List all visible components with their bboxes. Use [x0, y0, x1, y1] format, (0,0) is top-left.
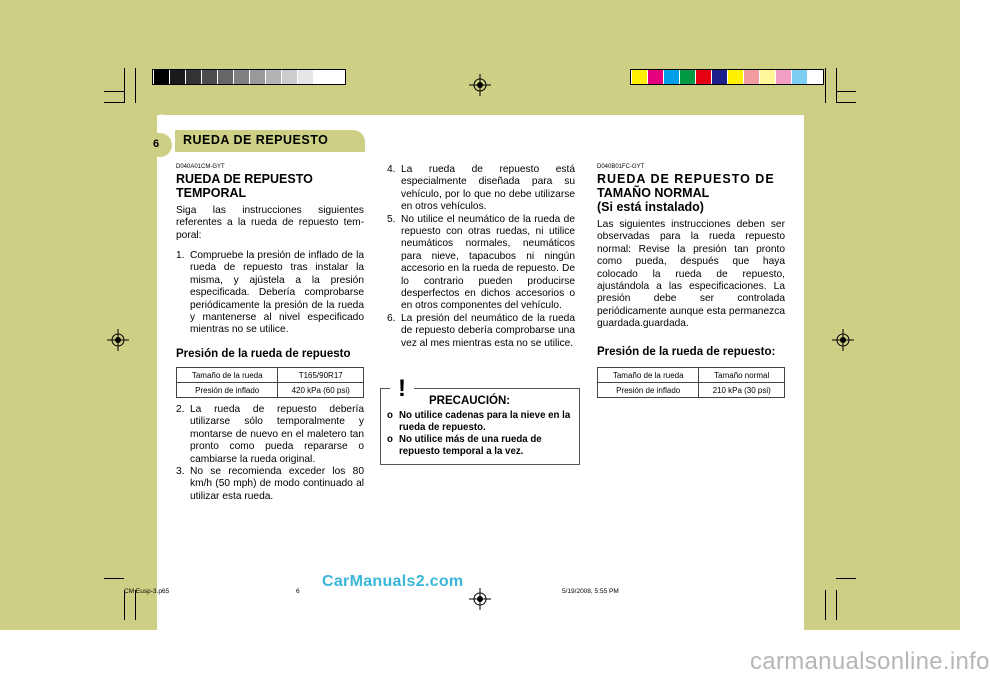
list-item: 4. La rueda de repuesto está especialmente diseñada para su vehículo, por lo que no debe utilizarse en otros vehículos. 5. No utilice el neumático de la rueda de repuesto con otras ruedas, ni utilice neumáticos normales, neumáticos para nieve, tapacubos ni ningún accesorio en la rueda de repuesto. De lo contrario pueden producirse desperfectos en dichos accesorios o en otros componentes del vehículo. 6. La presión del neumático de la rueda de repuesto debería comprobarse una vez al mes mientras esta no se utilice.: [387, 164, 575, 349]
section-code: D040B01FC-GYT: [597, 164, 645, 170]
normal-tire-table: [597, 367, 785, 398]
registration-mark-icon: [832, 329, 854, 351]
table-cell: Presión de inflado: [177, 383, 278, 398]
crop-mark: [104, 91, 124, 92]
caution-title: PRECAUCIÓN:: [429, 395, 511, 407]
table-cell: Tamaño de la rueda: [598, 368, 699, 383]
carmanuals-logo[interactable]: CarManuals2.com: [322, 573, 464, 590]
section-tab-label: RUEDA DE REPUESTO: [183, 133, 329, 147]
page-number-badge: [142, 133, 172, 157]
registration-mark-icon: [107, 329, 129, 351]
watermark-text: carmanualsonline.info: [750, 648, 990, 675]
crop-mark: [836, 91, 856, 92]
crop-mark: [836, 578, 856, 579]
table-cell: Tamaño normal: [699, 368, 785, 383]
list-item: 2. La rueda de repuesto debería utilizarse sólo temporalmente y montarse de nuevo en el maletero tan pronto como pueda repararse o cambiarse la rueda original. 3. No se recomienda exceder los 80 km/h (50 mph) de modo continuado al utilizar esta rueda.: [176, 404, 364, 502]
section-code: D040A01CM-GYT: [176, 164, 225, 170]
crop-mark: [135, 68, 136, 103]
table-cell: 210 kPa (30 psi): [699, 383, 785, 398]
color-calibration-strip: [630, 69, 824, 85]
chapter-number: 3: [157, 112, 168, 133]
svg-text:!: !: [398, 375, 406, 402]
spare-tire-table: [176, 367, 364, 398]
table-cell: Tamaño de la rueda: [177, 368, 278, 383]
table-cell: T165/90R17: [278, 368, 364, 383]
table-cell: 420 kPa (60 psi): [278, 383, 364, 398]
body-paragraph: Las siguientes instrucciones deben ser observadas para la rueda repuesto normal: Revise la presión tan pronto como pueda, después que haya colocado la rueda de repuesto, ajustándola a las especificaciones. La presión debe ser controlada periódicamente aunque esta permanezca guardada.guardada.: [597, 219, 785, 330]
registration-mark-icon: [469, 588, 491, 610]
section-tab: [175, 130, 365, 152]
registration-mark-icon: [469, 74, 491, 96]
warning-icon: [389, 374, 415, 400]
footer-file: CM Eusp-3.p65: [124, 588, 170, 595]
intro-paragraph: Siga las instrucciones siguientes referentes a la rueda de repuesto tem-poral:: [176, 205, 364, 241]
footer-page: 6: [296, 588, 300, 595]
crop-mark: [104, 578, 124, 579]
crop-mark: [836, 590, 837, 620]
caution-item: o No utilice cadenas para la nieve en la rueda de repuesto.: [387, 410, 571, 433]
section-title: RUEDA DE REPUESTO DE TAMAÑO NORMAL (Si está instalado): [597, 172, 775, 214]
crop-mark: [836, 68, 837, 103]
subtitle: Presión de la rueda de repuesto:: [597, 346, 776, 358]
table-cell: Presión de inflado: [598, 383, 699, 398]
crop-mark: [825, 590, 826, 620]
caution-item: o No utilice más de una rueda de repuesto temporal a la vez.: [387, 434, 542, 457]
page-number: 6: [153, 138, 160, 150]
subtitle: Presión de la rueda de repuesto: [176, 348, 351, 360]
crop-mark: [825, 68, 826, 103]
crop-mark: [836, 102, 856, 103]
list-item: 1. Compruebe la presión de inflado de la rueda de repuesto tras instalar la misma, y ajústela a la presión especificada. Debería comprobarse periódicamente la presión de la rueda y mantenerse al nivel especificado mientras no se utilice.: [176, 250, 364, 336]
chapter-title: QUE HACER EN UNA EMERGENCIA: [170, 115, 322, 125]
crop-mark: [104, 102, 124, 103]
crop-mark: [124, 68, 125, 103]
grayscale-calibration-strip: [152, 69, 346, 85]
section-title: RUEDA DE REPUESTO TEMPORAL: [176, 172, 313, 200]
footer-date: 5/19/2008, 5:55 PM: [562, 588, 619, 595]
